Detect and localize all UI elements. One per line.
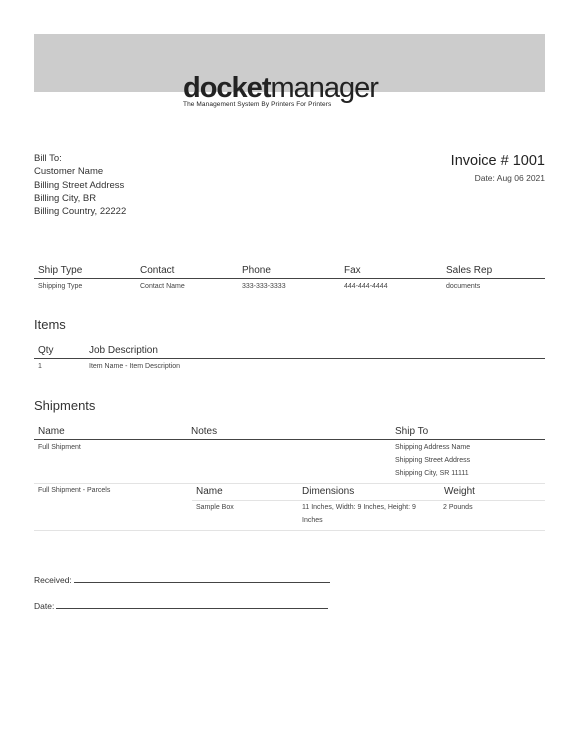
table-row [34,283,545,295]
ship-to-address-name: Shipping Address Name [395,444,471,451]
cell-shipment-name: Full Shipment [38,444,81,451]
items-header [34,345,545,359]
cell-dimensions-line1: 11 Inches, Width: 9 Inches, Height: 9 [302,504,416,511]
items-table [34,345,545,375]
logo-wordmark [183,73,423,103]
parcels-header-separator [192,500,545,501]
logo-bold-text: docket [183,72,271,104]
col-ship-type: Ship Type [38,265,83,276]
cell-ship-type: Shipping Type [38,283,83,290]
cell-job-description: Item Name - Item Description [89,363,181,370]
received-signature [34,573,330,585]
parcels-table [192,486,545,499]
row-separator [34,483,545,484]
bill-to-block [34,152,126,218]
col-parcel-name: Name [196,486,223,497]
bill-to-heading: Bill To: [34,153,62,164]
col-sales-rep: Sales Rep [446,265,493,276]
parcels-header [192,486,545,499]
shipments-section-title: Shipments [34,398,96,413]
col-weight: Weight [444,486,475,497]
col-ship-to: Ship To [395,426,429,437]
ship-to-street: Shipping Street Address [395,457,471,464]
col-qty: Qty [38,345,54,356]
cell-contact: Contact Name [140,283,185,290]
col-phone: Phone [242,265,271,276]
table-row [34,363,545,375]
received-label: Received: [34,575,72,585]
col-notes: Notes [191,426,218,437]
date-label: Date: [34,601,55,611]
col-name: Name [38,426,65,437]
col-contact: Contact [140,265,175,276]
received-line [74,573,330,583]
docketmanager-logo [183,73,423,108]
shipments-table [34,426,545,486]
invoice-number: Invoice # 1001 [450,153,545,169]
table-row [192,504,545,530]
col-dimensions: Dimensions [302,486,355,497]
shipping-info-table [34,265,545,295]
billing-street: Billing Street Address [34,179,125,191]
invoice-header [451,153,545,183]
cell-qty: 1 [38,363,42,370]
table-row [34,444,545,486]
ship-to-city: Shipping City, SR 11111 [395,470,469,477]
cell-fax: 444-444-4444 [344,283,388,290]
invoice-date: Date: Aug 06 2021 [474,173,545,183]
shipments-header [34,426,545,440]
logo-tagline: The Management System By Printers For Printers [183,101,332,108]
col-fax: Fax [344,265,361,276]
col-job-description: Job Description [89,345,158,356]
shipping-info-header [34,265,545,279]
date-signature [34,599,328,611]
logo-light-text: manager [270,72,378,104]
cell-parcel-shipment-name: Full Shipment - Parcels [38,487,111,494]
cell-phone: 333-333-3333 [242,283,286,290]
billing-city: Billing City, BR [34,192,97,204]
billing-country: Billing Country, 22222 [34,206,127,218]
cell-dimensions-line2: Inches [302,517,323,524]
row-separator [34,530,545,531]
items-section-title: Items [34,317,66,332]
customer-name: Customer Name [34,166,104,178]
cell-parcel-name: Sample Box [196,504,234,511]
cell-sales-rep: documents [446,283,481,290]
date-line [56,599,328,609]
cell-weight: 2 Pounds [443,504,473,511]
